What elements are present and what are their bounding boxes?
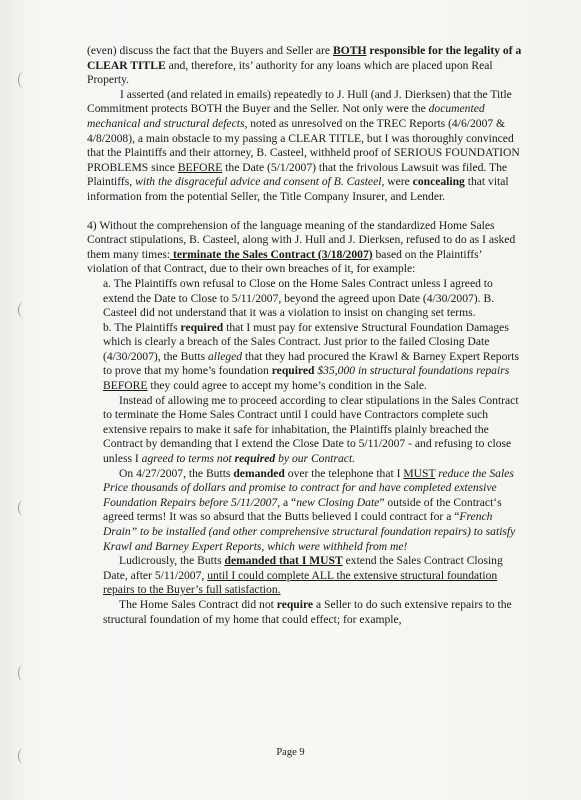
paragraph-item-b: b. The Plaintiffs required that I must pay for extensive Structural Foundation Damages which is clearly a breach of the Sales Contract. Just prior to the failed Closing Date (4/30/2007), the Butts alleged that they had procured the Krawl & Barney Expert Reports to prove that my home’s foundation required $35,000 in structural foundations repairs BEFORE they could agree to accept my home’s condition in the Sale. <box>103 320 519 393</box>
paragraph-item-4: 4) Without the comprehension of the language meaning of the standardized Home Sales Contract stipulations, B. Casteel, along with J. Hull and J. Dierksen, refused to do as I asked them many times: terminate the Sales Contract (3/18/2007) based on the Plaintiffs’ violation of that Contract, due to their own breaches of it, for example: <box>87 218 516 276</box>
paragraph-clear-title: (even) discuss the fact that the Buyers and Seller are BOTH responsible for the legality of a CLEAR TITLE and, therefore, its’ authority for any loans which are placed upon Real Property. <box>87 44 522 87</box>
paragraph-gap <box>87 205 523 219</box>
punch-hole-mark <box>18 302 29 318</box>
paragraph-title-commitment: I asserted (and related in emails) repeatedly to J. Hull (and J. Dierksen) that the Title Commitment protects BOTH the Buyer and the Seller. Not only were the documented mechanical and structural defects, noted as unresolved on the TREC Reports (4/6/2007 & 4/8/2008), a main obstacle to my passing a CLEAR TITLE, but I was thoroughly convinced that the Plaintiffs and their attorney, B. Casteel, withheld proof of SERIOUS FOUNDATION PROBLEMS since BEFORE the Date (5/1/2007) that the frivolous Lawsuit was filed. The Plaintiffs, with the disgraceful advice and consent of B. Casteel, were concealing that vital information from the potential Seller, the Title Company Insurer, and Lender. <box>87 87 520 203</box>
paragraph-ludicrously: Ludicrously, the Butts demanded that I MUST extend the Sales Contract Closing Date, after 5/11/2007, until I could complete ALL the extensive structural foundation repairs to the Buyer’s full satisfaction. <box>103 554 503 597</box>
punch-hole-mark <box>18 72 29 88</box>
page-number: Page 9 <box>276 747 305 758</box>
paragraph-telephone-demand: On 4/27/2007, the Butts demanded over the telephone that I MUST reduce the Sales Price thousands of dollars and promise to contract for and have completed extensive Foundation Repairs before 5/11/2007, a “new Closing Date” outside of the Contract‘s agreed terms! It was so absurd that the Butts believed I could contract for a “French Drain” to be installed (and other comprehensive structural foundation repairs) to satisfy Krawl and Barney Expert Reports, which were withheld from me! <box>103 466 516 553</box>
punch-hole-mark <box>18 665 29 681</box>
punch-hole-mark <box>18 500 29 516</box>
document-body <box>87 44 523 627</box>
paragraph-instead: Instead of allowing me to proceed according to clear stipulations in the Sales Contract to terminate the Home Sales Contract until I could have Contractors complete such extensive repairs to make it safe for inhabitation, the Plaintiffs plainly breached the Contract by demanding that I extend the Close Date to 5/11/2007 - and refusing to close unless I agreed to terms not required by our Contract. <box>103 393 519 466</box>
paragraph-contract-not-require: The Home Sales Contract did not require a Seller to do such extensive repairs to the structural foundation of my home that could effect; for example, <box>103 597 512 626</box>
paragraph-item-a: a. The Plaintiffs own refusal to Close on the Home Sales Contract unless I agreed to extend the Date to Close to 5/11/2007, beyond the agreed upon Date (4/30/2007). B. Casteel did not understand that it was a violation to insist on changing set terms. <box>103 276 495 320</box>
